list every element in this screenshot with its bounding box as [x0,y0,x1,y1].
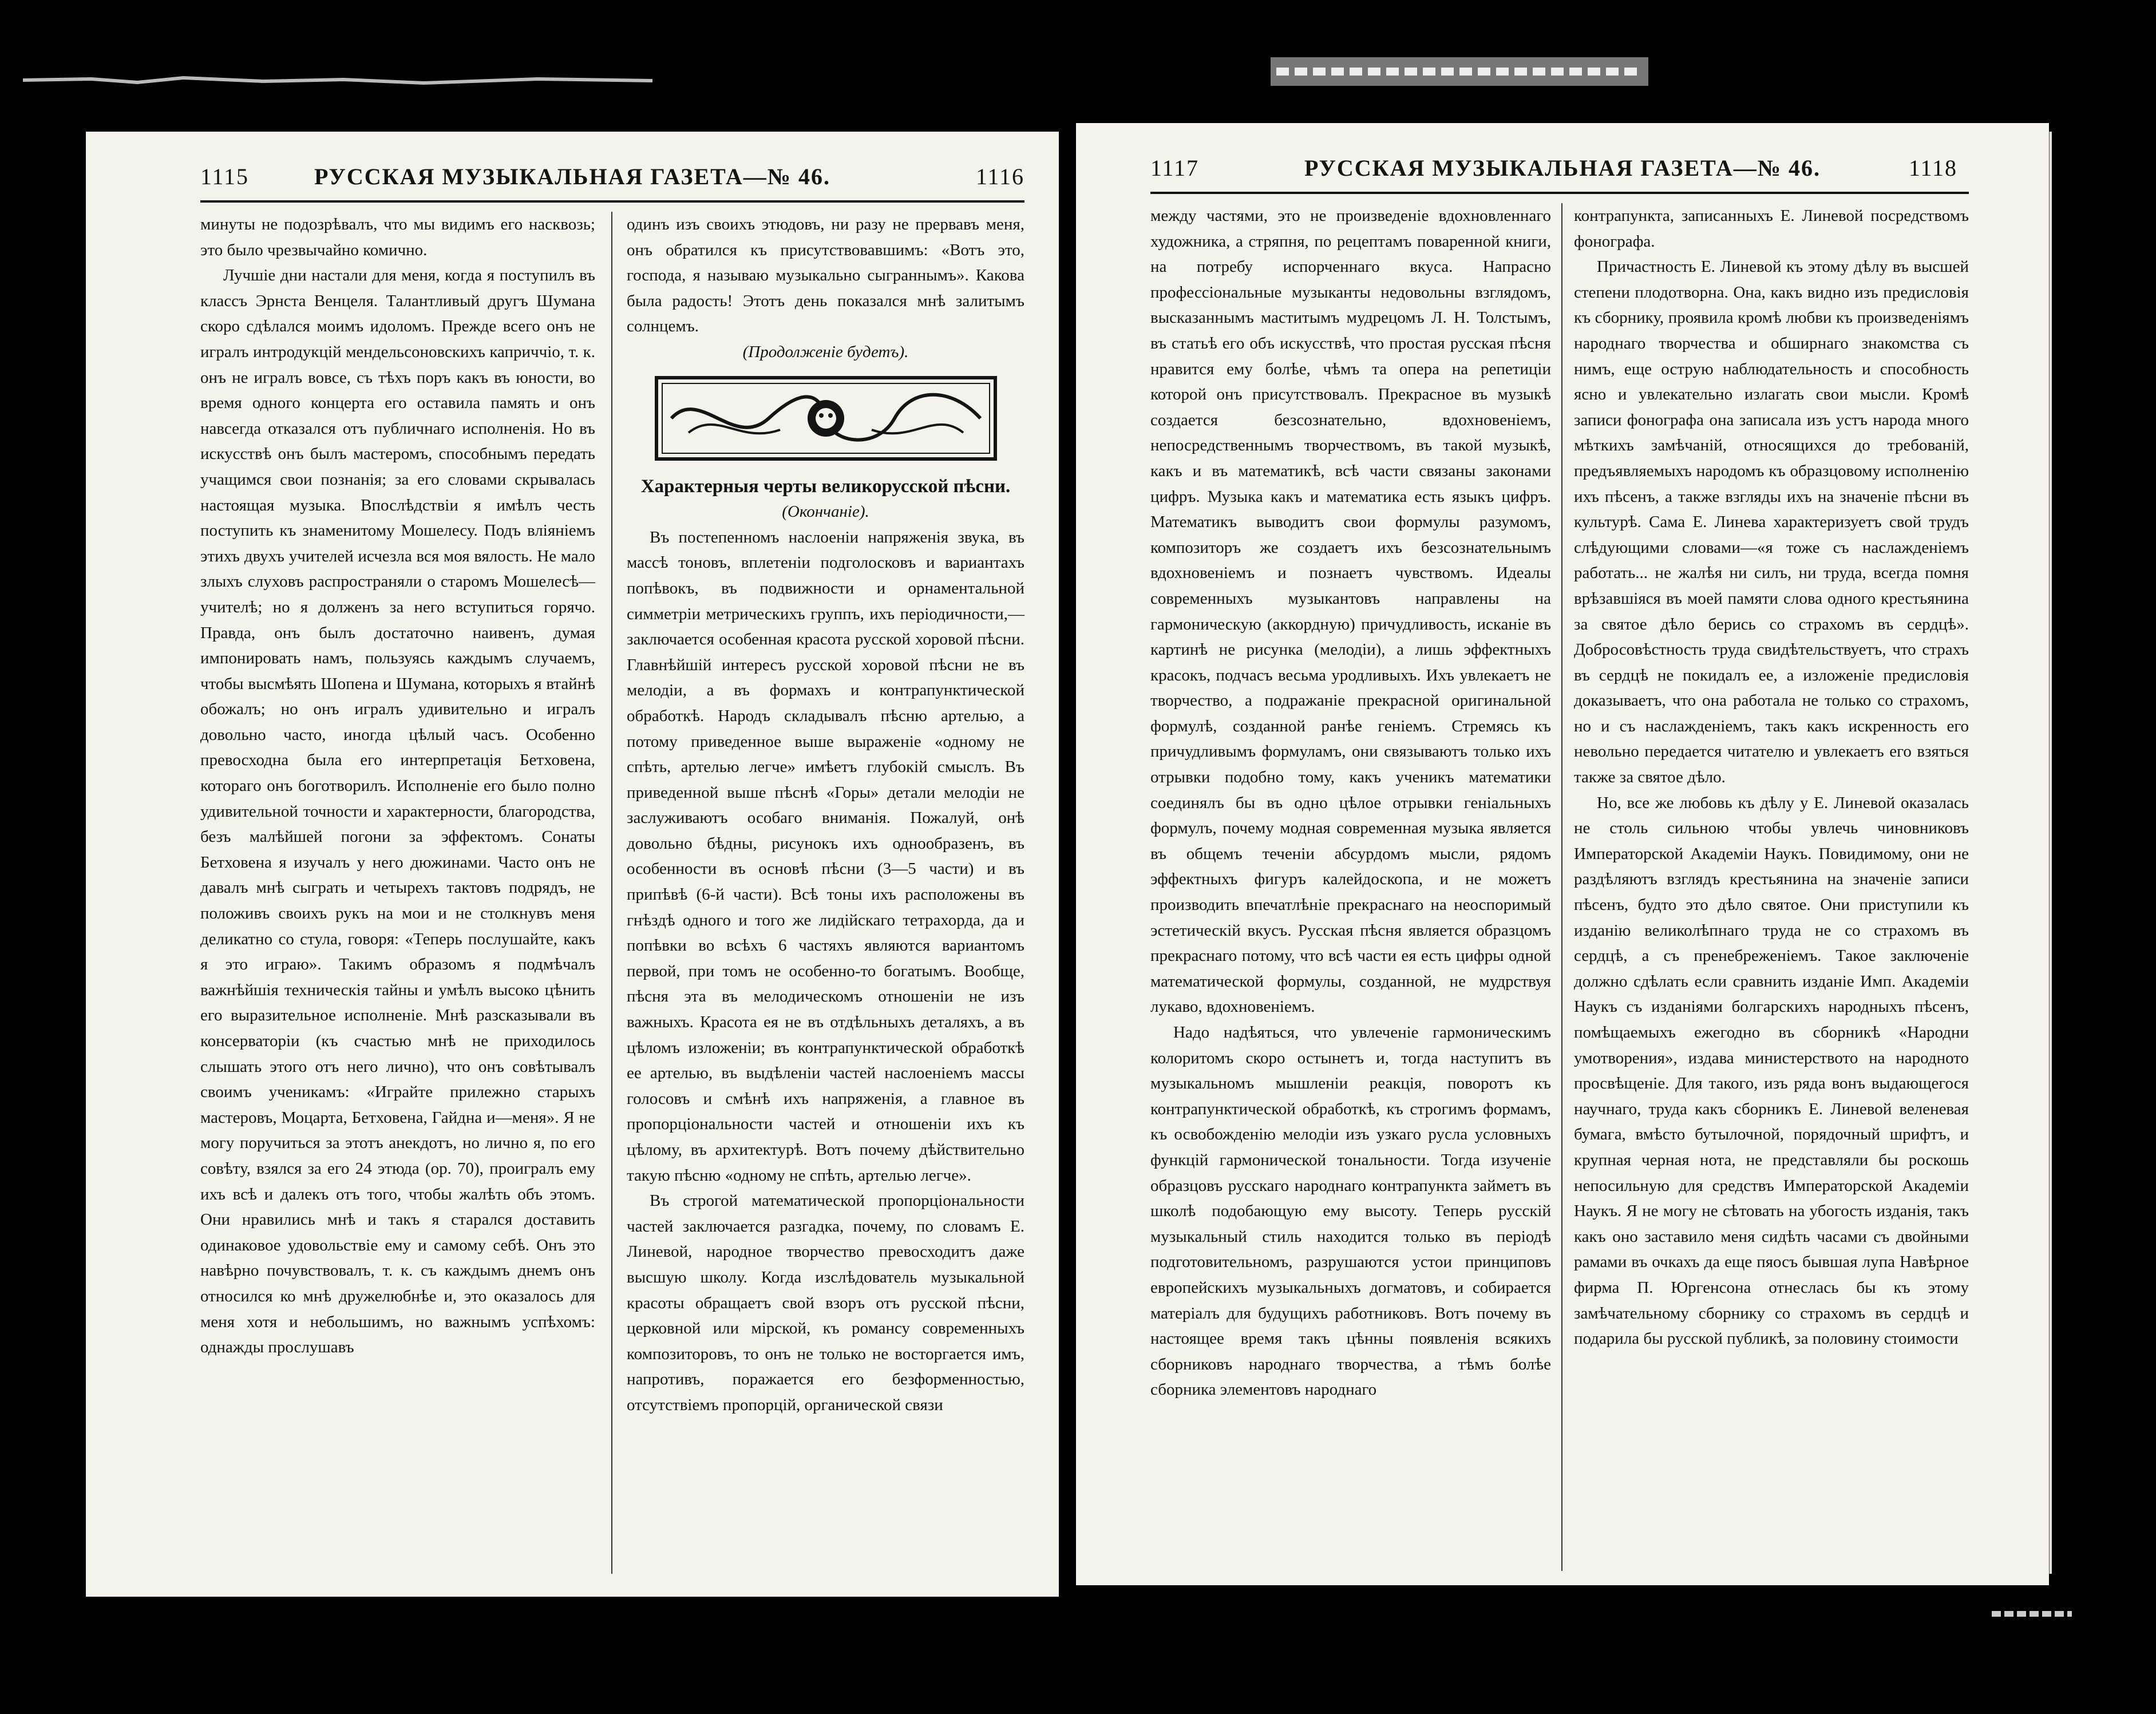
left-page-header [86,163,1059,197]
continuation-note: (Продолженіе будетъ). [742,342,909,361]
left-column-2 [627,212,1024,1418]
ornament-vignette-icon [654,375,998,461]
paragraph: Надо надѣяться, что увлеченіе гармоническимъ колоритомъ скоро остынетъ и, тогда наступитъ въ музыкальномъ мышленіи реакція, поворотъ къ контрапунктической обработкѣ, къ строгимъ формамъ, къ освобожденію мелодіи изъ узкаго русла условныхъ функцій гармонической тональности. Тогда изученіе образцовъ русскаго народнаго контрапункта займетъ въ школѣ подобающую ему высоту. Теперь русскій музыкальный стиль находится только въ періодѣ подготовительномъ, разрушаются устои принциповъ европейскихъ музыкальныхъ догматовъ, и собирается матеріалъ для будущихъ работниковъ. Вотъ почему въ настоящее время такъ цѣнны появленія всякихъ сборниковъ народнаго творчества, а тѣмъ болѣе сборника элементовъ народнаго [1150,1023,1551,1399]
running-title: РУССКАЯ МУЗЫКАЛЬНАЯ ГАЗЕТА—№ 46. [314,164,830,189]
running-title: РУССКАЯ МУЗЫКАЛЬНАЯ ГАЗЕТА—№ 46. [1304,155,1821,181]
paragraph: минуты не подозрѣвалъ, что мы видимъ его насквозь; это было чрезвычайно комично. [200,215,595,259]
paragraph: контрапункта, записанныхъ Е. Линевой посредствомъ фонографа. [1574,207,1969,251]
right-page-header [1076,155,2049,189]
article-title: Характерныя черты великорусской пѣсни. [640,476,1011,497]
column-divider [611,212,612,1574]
article-subtitle: (Окончаніе). [782,502,869,521]
paragraph: одинъ изъ своихъ этюдовъ, ни разу не прервавъ меня, онъ обратился къ присутствовавшимъ: «Вотъ это, господа, я называю музыкально сыграннымъ». Какова была радость! Этотъ день показался мнѣ залитымъ солнцемъ. [627,215,1024,336]
scan-noise-title [1271,54,1648,89]
paragraph: Въ постепенномъ наслоеніи напряженія звука, въ массѣ тоновъ, вплетеніи подголосковъ и вариантахъ попѣвокъ, въ подвижности и орнаментальной симметріи метрическихъ группъ, ихъ періодичности,—заключается особенная красота русской хоровой пѣсни. Главнѣйшій интересъ русской хоровой пѣсни не въ мелодіи, а въ формахъ и контрапунктической обработкѣ. Народъ складывалъ пѣсню артелью, а потому приведенное выше выраженіе «одному не спѣть, артелью легче» имѣетъ глубокій смыслъ. Въ приведенной выше пѣснѣ «Горы» детали мелодіи не заслуживаютъ особаго вниманія. Пожалуй, онѣ довольно бѣдны, рисунокъ ихъ однообразенъ, въ особенности въ основѣ пѣсни (3—5 части) и въ припѣвѣ (6-й части). Всѣ тоны ихъ расположены въ гнѣздѣ одного и того же лидійскаго тетрахорда, да и попѣвки во всѣхъ 6 частяхъ являются вариантомъ первой, при томъ не особенно-то богатымъ. Вообще, пѣсня эта въ мелодическомъ отношеніи не изъ важныхъ. Красота ея не въ отдѣльныхъ деталяхъ, а въ цѣломъ изложеніи; въ контрапунктической обработкѣ ее артелью, въ выдѣленіи частей наслоеніемъ массы голосовъ и смѣнѣ ихъ напряженія, а главное въ пропорціональности частей и отношеніи ихъ къ цѣлому, въ архитектурѣ. Вотъ почему дѣйствительно такую пѣсню «одному не спѣть, артелью легче». [627,528,1024,1185]
column-divider [1561,203,1562,1571]
left-page [86,132,1059,1597]
page-number-1118: 1118 [1908,155,1957,181]
page-number-1117: 1117 [1150,155,1200,181]
page-number-1115: 1115 [200,164,250,189]
right-page [1076,123,2049,1585]
paragraph: Лучшіе дни настали для меня, когда я поступилъ въ классъ Эрнста Венцеля. Талантливый другъ Шумана скоро сдѣлался моимъ идоломъ. Прежде всего онъ не игралъ интродукцій мендельсоновскихъ каприччіо, т. к. онъ не игралъ вовсе, съ тѣхъ поръ какъ въ юности, во время одного концерта его оставила память и онъ навсегда отказался отъ публичнаго исполненія. Но въ искусствѣ онъ былъ мастеромъ, способнымъ передать учащимся свои познанія; за его словами скрывалась настоящая музыка. Впослѣдствіи я имѣлъ честь поступить къ знаменитому Мошелесу. Подъ вліяніемъ этихъ двухъ учителей исчезла вся моя вялость. Не мало злыхъ слуховъ распространяли о старомъ Мошелесѣ—учителѣ; но я долженъ за него вступиться горячо. Правда, онъ былъ достаточно наивенъ, думая импонировать намъ, пользуясь каждымъ случаемъ, чтобы высмѣять Шопена и Шумана, которыхъ я втайнѣ обожалъ; но онъ игралъ удивительно и игралъ довольно часто, иногда цѣлый часъ. Особенно превосходна была его интерпретація Бетховена, котораго онъ боготворилъ. Исполненіе его было полно удивительной точности и характерности, благородства, безъ малѣйшей погони за эффектомъ. Сонаты Бетховена я изучалъ у него дюжинами. Часто онъ не давалъ мнѣ сыграть и четырехъ тактовъ подрядъ, не положивъ своихъ рукъ на мои и не столкнувъ меня деликатно со стула, говоря: «Теперь послушайте, какъ я это играю». Такимъ образомъ я подмѣчалъ важнѣйшія техническія тайны и умѣлъ высоко цѣнить его выразительное исполненіе. Мнѣ разсказывали въ консерваторіи (къ счастью мнѣ не приходилось слышать этого отъ него лично), что онъ совѣтывалъ своимъ ученикамъ: «Играйте прилежно старыхъ мастеровъ, Моцарта, Бетховена, Гайдна и—меня». Я не могу поручиться за этотъ анекдотъ, но лично я, по его совѣту, взялся за его 24 этюда (op. 70), проигралъ ему ихъ всѣ и далекъ отъ того, чтобы жалѣть объ этомъ. Они нравились мнѣ и такъ я старался доставить одинаковое удовольствіе ему и самому себѣ. Онъ это навѣрно почувствовалъ, т. к. съ каждымъ днемъ онъ относился ко мнѣ дружелюбнѣе и, это оказалось для меня хотя и небольшимъ, но важнымъ успѣхомъ: однажды прослушавъ [200,266,595,1357]
paragraph: Но, все же любовь къ дѣлу у Е. Линевой оказалась не столь сильною чтобы увлечь чиновниковъ Императорской Академіи Наукъ. Повидимому, они не раздѣляютъ взглядъ крестьянина на значеніе записи пѣсенъ, будто это дѣло святое. Они приступили къ изданію великолѣпнаго труда не со страхомъ въ сердцѣ, а съ пренебреженіемъ. Такое заключеніе должно сдѣлать если сравнить изданіе Имп. Академіи Наукъ съ изданіями болгарскихъ народныхъ пѣсенъ, помѣщаемыхъ ежегодно въ сборникѣ «Народни умотворения», издава министерството на народното просвѣщеніе. Для такого, изъ ряда вонъ выдающегося научнаго, труда какъ сборникъ Е. Линевой веленевая бумага, вмѣсто бутылочной, порядочный шрифтъ, и крупная черная нота, не представляли бы роскошь непосильную для средствъ Императорской Академіи Наукъ. Я не могу не сѣтовать на убогость изданія, такъ какъ оно заставило меня сидѣть часами съ двойными рамами въ очкахъ да еще пяосъ бывшая лупа Навѣрное фирма П. Юргенсона отнеслась бы къ этому замѣчательному сборнику со страхомъ въ сердцѣ и подарила бы русской публикѣ, за половину стоимости [1574,793,1969,1348]
header-rule [200,200,1024,203]
paragraph: Причастность Е. Линевой къ этому дѣлу въ высшей степени плодотворна. Она, какъ видно изъ предисловія къ сборнику, проявила кромѣ любви къ произведеніямъ народнаго творчества и обширнаго знакомства съ нимъ, еще острую наблюдательность и способность ясно и увлекательно излагать свои мысли. Кромѣ записи фонографа она записала изъ устъ народа много мѣткихъ замѣчаній, относящихся до требованій, предъявляемыхъ народомъ къ образцовому исполненію ихъ пѣсенъ, а также взгляды ихъ на значеніе пѣсни въ культурѣ. Сама Е. Линева характеризуетъ свой трудъ слѣдующими словами—«я тоже съ наслажденіемъ работать... не жалѣя ни силъ, ни труда, всегда помня врѣзавшіяся въ моей памяти слова одного крестьянина за святое дѣло берись со страхомъ въ сердцѣ». Добросовѣстность труда свидѣтельствуетъ, что страхъ въ сердцѣ не покидалъ ее, а изложеніе предисловія доказываетъ, что она работала не только со страхомъ, но и съ наслажденіемъ, такъ какъ искренность его невольно передается читателю и увлекаетъ его взяться также за святое дѣло. [1574,258,1969,787]
scan-corner-mark [1992,1602,2072,1625]
right-column-1 [1150,203,1551,1403]
scan-noise-left [23,69,652,92]
paragraph: между частями, это не произведеніе вдохновленнаго художника, а стряпня, по рецептамъ поваренной книги, на потребу испорченнаго вкуса. Напрасно профессіональные музыканты недовольны взглядомъ, высказаннымъ маститымъ мудрецомъ Л. Н. Толстымъ, въ статьѣ его объ искусствѣ, что простая русская пѣсня нравится ему болѣе, чѣмъ та опера на репетиціи которой онъ присутствовалъ. Прекрасное въ музыкѣ создается безсознательно, вдохновеніемъ, непосредственнымъ творчествомъ, въ такой музыкѣ, какъ и въ математикѣ, всѣ части связаны законами цифръ. Музыка какъ и математика есть языкъ цифръ. Математикъ выводитъ свои формулы разумомъ, композиторъ же создаетъ ихъ безсознательнымъ вдохновеніемъ и познаетъ чувствомъ. Идеалы современныхъ музыкантовъ направлены на гармоническую (аккордную) причудливость, исканіе въ картинѣ не рисунка (мелодіи), а лишь эффектныхъ красокъ, подчасъ весьма уродливыхъ. Ихъ увлекаетъ не творчество, а подражаніе прекрасной оригинальной формулѣ, созданной ранѣе геніемъ. Стремясь къ причудливымъ формуламъ, они связываютъ только ихъ отрывки подобно тому, какъ ученикъ математики соединялъ бы въ одно цѣлое отрывки геніальныхъ формулъ, почему модная современная музыка является въ общемъ теченіи абсурдомъ мысли, рядомъ эффектныхъ фигуръ калейдоскопа, и не можетъ производить впечатлѣніе прекраснаго на неоспоримый эстетическій вкусъ. Русская пѣсня является образцомъ прекраснаго потому, что всѣ части ея есть цифры одной математической формулы, созданной, не мудрствуя лукаво, вдохновеніемъ. [1150,207,1551,1016]
page-number-1116: 1116 [975,164,1024,189]
left-column-1 [200,212,595,1360]
paragraph: Въ строгой математической пропорціональности частей заключается разгадка, почему, по словамъ Е. Линевой, народное творчество превосходитъ даже высшую школу. Когда изслѣдователь музыкальной красоты обращаетъ свой взоръ отъ русской пѣсни, церковной или мірской, къ романсу современныхъ композиторовъ, то онъ не только не восторгается имъ, напротивъ, поражается его безформенностью, отсутствіемъ пропорцій, органической связи [627,1192,1024,1414]
right-column-2 [1574,203,1969,1352]
header-rule [1150,192,1969,194]
